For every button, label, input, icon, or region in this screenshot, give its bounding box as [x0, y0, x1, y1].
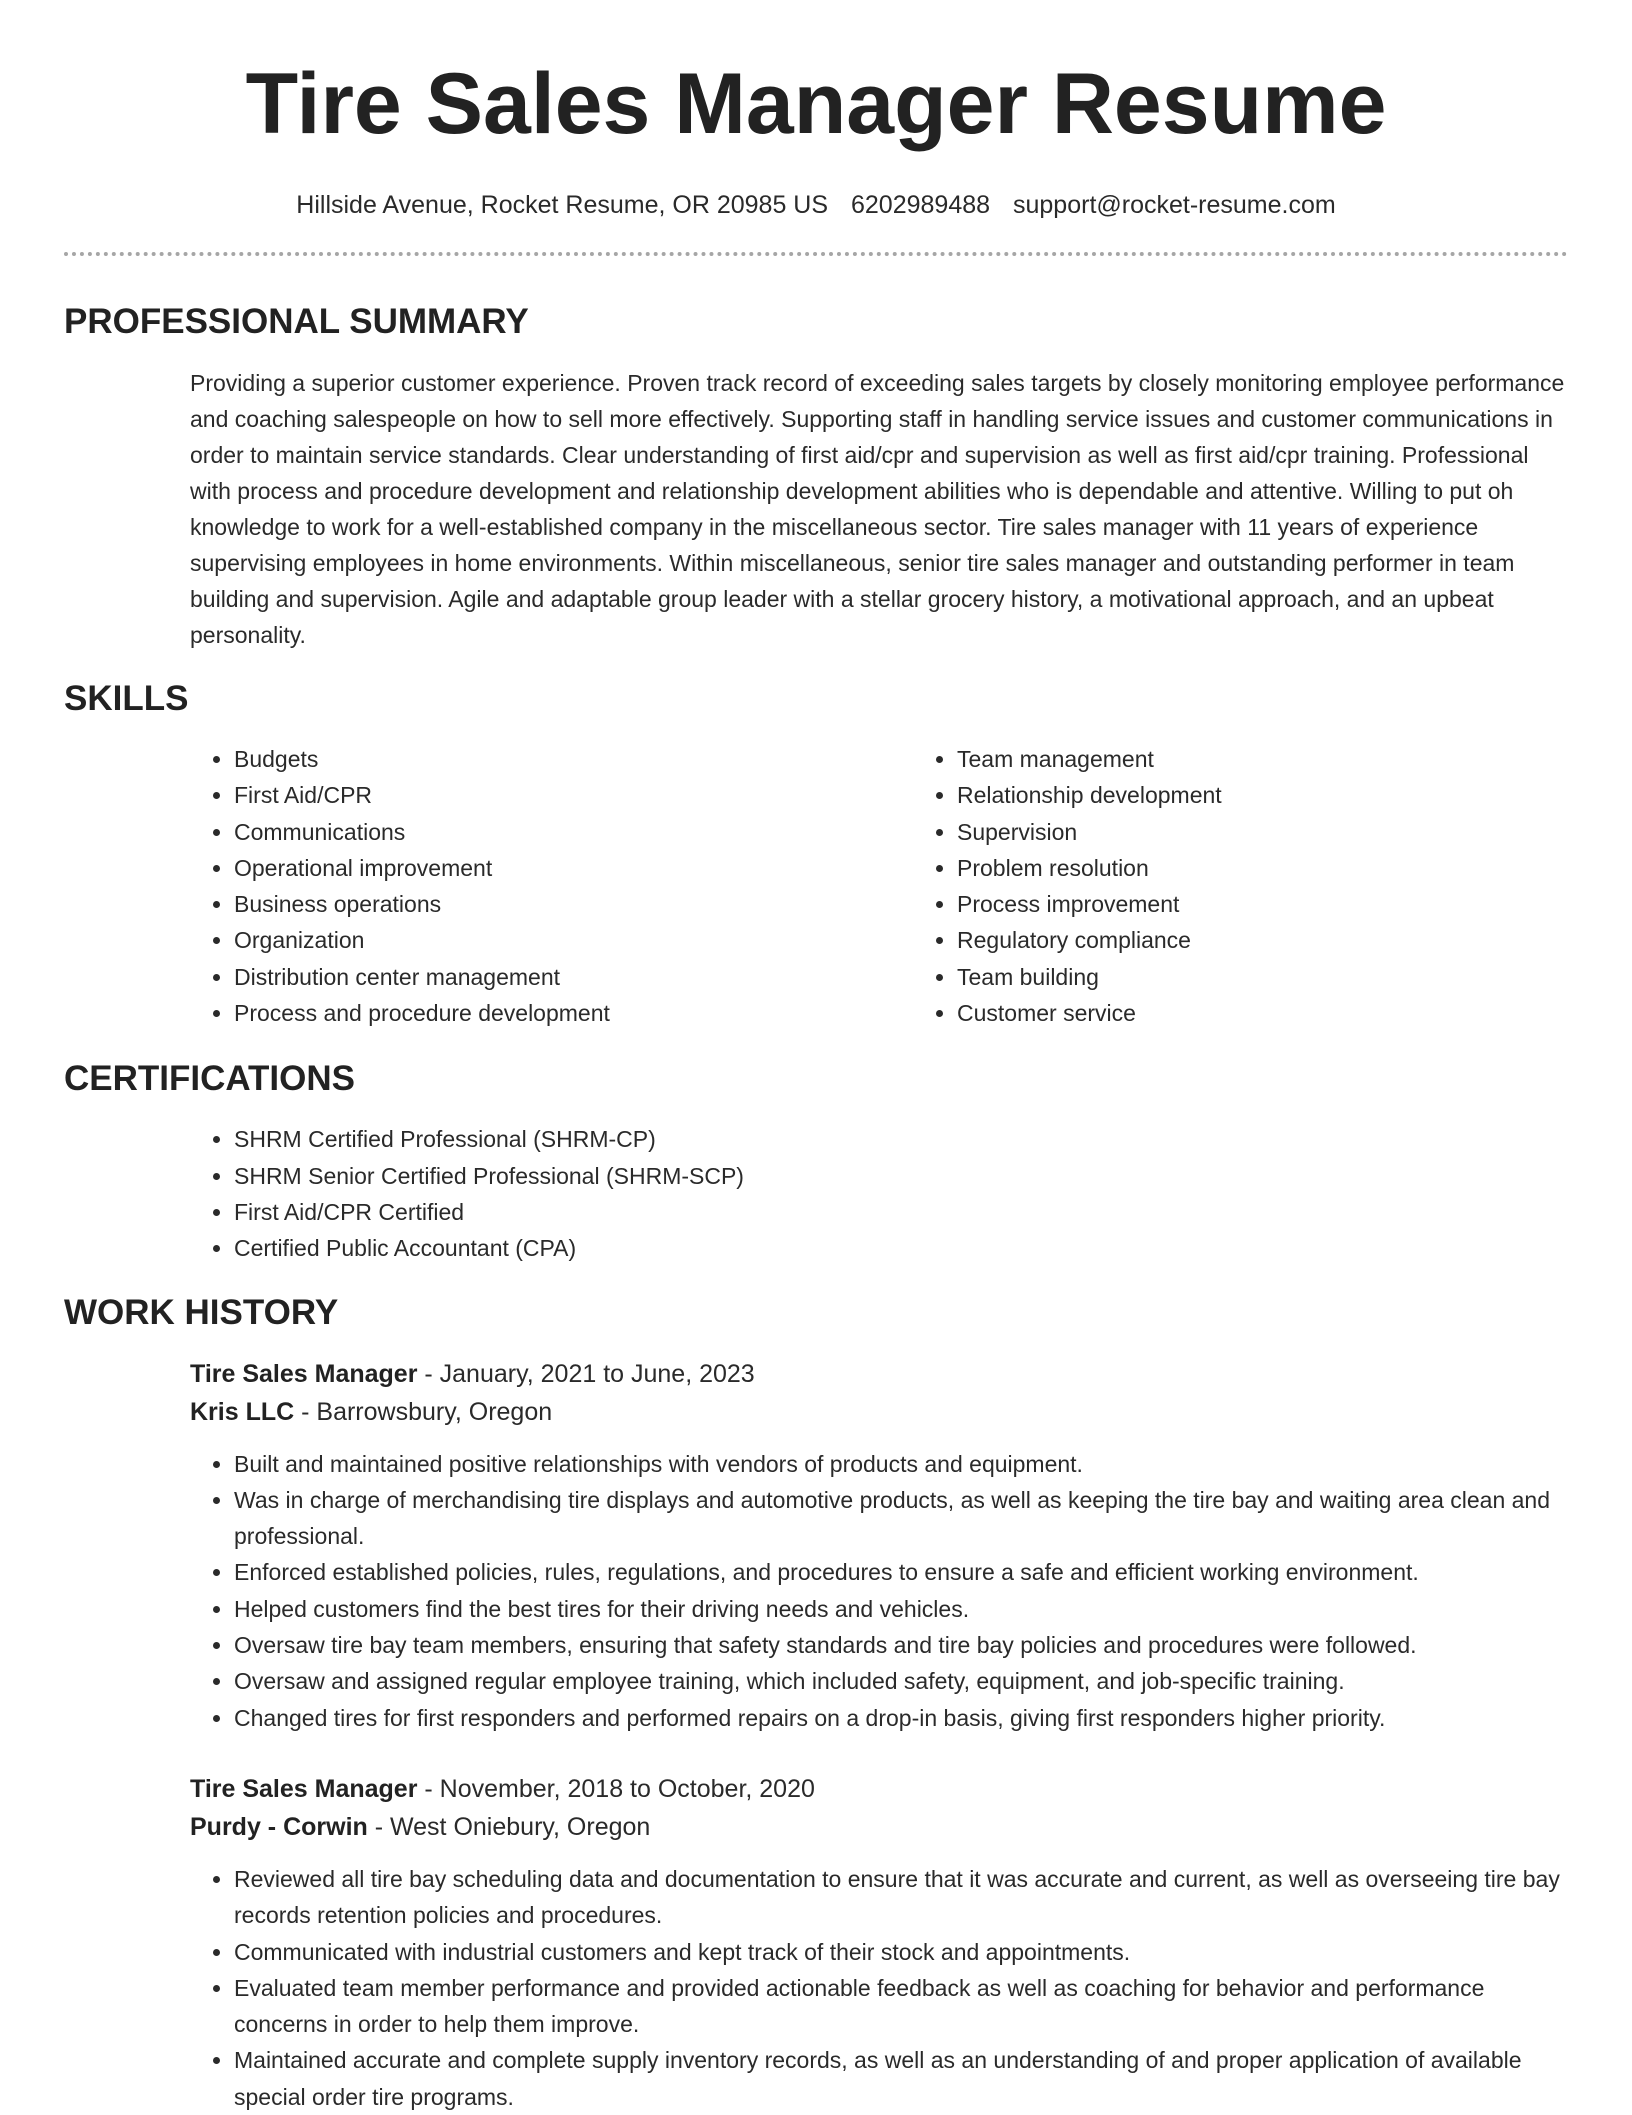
contact-email: support@rocket-resume.com — [1013, 191, 1336, 219]
job-duty: • Oversaw tire bay team members, ensuring that safety standards and tire bay policies and procedures were followed. — [234, 1627, 1568, 1663]
contact-address: Hillside Avenue, Rocket Resume, OR 20985 US — [296, 191, 829, 219]
job-duty: • Maintained accurate and complete supply inventory records, as well as an understanding of and proper application of available special order tire programs. — [234, 2042, 1568, 2115]
skill-item: • Distribution center management — [234, 959, 913, 995]
job-duty: • Reviewed all tire bay scheduling data and documentation to ensure that it was accurate and current, as well as overseeing tire bay records retention policies and procedures. — [234, 1861, 1568, 1934]
skills-heading: SKILLS — [64, 679, 189, 718]
header-divider — [64, 252, 1568, 256]
skill-item: • Relationship development — [957, 777, 1222, 813]
skills-list-right — [913, 741, 1222, 1031]
contact-phone: 6202989488 — [851, 191, 991, 219]
skill-item: • Supervision — [957, 814, 1222, 850]
job-company-line — [190, 1808, 1568, 1846]
skill-item: • Process improvement — [957, 886, 1222, 922]
resume-title: Tire Sales Manager Resume — [245, 56, 1387, 152]
skills-grid — [190, 741, 1568, 1031]
job-location: - Barrowsbury, Oregon — [294, 1397, 553, 1426]
work-history-section — [64, 1291, 1568, 2115]
skill-item: • Business operations — [234, 886, 913, 922]
job-duty: • Evaluated team member performance and provided actionable feedback as well as coaching for behavior and performance concerns in order to help them improve. — [234, 1970, 1568, 2043]
job-company-line — [190, 1393, 1568, 1431]
job-company: Purdy - Corwin — [190, 1812, 368, 1841]
skill-item: • First Aid/CPR — [234, 777, 913, 813]
certification-item: • SHRM Certified Professional (SHRM-CP) — [234, 1121, 1568, 1157]
skills-list-left — [190, 741, 913, 1031]
job-duty: • Communicated with industrial customers and kept track of their stock and appointments. — [234, 1934, 1568, 1970]
job-dates: - November, 2018 to October, 2020 — [417, 1774, 815, 1803]
skill-item: • Process and procedure development — [234, 995, 913, 1031]
job-title: Tire Sales Manager — [190, 1359, 418, 1388]
skill-item: • Organization — [234, 922, 913, 958]
skills-section — [64, 677, 1568, 1031]
skill-item: • Problem resolution — [957, 850, 1222, 886]
skill-item: • Regulatory compliance — [957, 922, 1222, 958]
skill-item: • Budgets — [234, 741, 913, 777]
skill-item: • Communications — [234, 814, 913, 850]
skill-item: • Team management — [957, 741, 1222, 777]
certification-item: • SHRM Senior Certified Professional (SHRM-SCP) — [234, 1158, 1568, 1194]
job-duty: • Changed tires for first responders and performed repairs on a drop-in basis, giving first responders higher priority. — [234, 1700, 1568, 1736]
job-duty: • Helped customers find the best tires for their driving needs and vehicles. — [234, 1591, 1568, 1627]
job-duty: • Built and maintained positive relationships with vendors of products and equipment. — [234, 1446, 1568, 1482]
job-entry — [190, 1770, 1568, 2115]
summary-text: Providing a superior customer experience. Proven track record of exceeding sales targets by closely monitoring employee performance and coaching salespeople on how to sell more effectively. Supporting staff in handling service issues and customer communications in order to maintain service standards. Clear understanding of first aid/cpr and supervision as well as first aid/cpr training. Professional with process and procedure development and relationship development abilities who is dependable and attentive. Willing to put oh knowledge to work for a well-established company in the miscellaneous sector. Tire sales manager with 11 years of experience supervising employees in home environments. Within miscellaneous, senior tire sales manager and outstanding performer in team building and supervision. Agile and adaptable group leader with a stellar grocery history, a motivational approach, and an upbeat personality. — [190, 370, 1565, 648]
job-entry — [190, 1355, 1568, 1736]
summary-section — [64, 300, 1568, 653]
job-duty: • Oversaw and assigned regular employee training, which included safety, equipment, and job-specific training. — [234, 1663, 1568, 1699]
skill-item: • Operational improvement — [234, 850, 913, 886]
job-duties-list — [190, 1861, 1568, 2115]
job-title-line — [190, 1355, 1568, 1393]
skill-item: • Team building — [957, 959, 1222, 995]
certifications-section — [64, 1057, 1568, 1266]
summary-heading: PROFESSIONAL SUMMARY — [64, 302, 529, 341]
certifications-list — [190, 1121, 1568, 1266]
job-location: - West Oniebury, Oregon — [367, 1812, 651, 1841]
job-company: Kris LLC — [190, 1397, 295, 1426]
job-duty: • Was in charge of merchandising tire displays and automotive products, as well as keeping the tire bay and waiting area clean and professional. — [234, 1482, 1568, 1555]
job-title: Tire Sales Manager — [190, 1774, 418, 1803]
skill-item: • Customer service — [957, 995, 1222, 1031]
certifications-heading: CERTIFICATIONS — [64, 1059, 356, 1099]
contact-info — [64, 190, 1568, 220]
job-title-line — [190, 1770, 1568, 1808]
job-dates: - January, 2021 to June, 2023 — [417, 1359, 755, 1388]
job-duties-list — [190, 1446, 1568, 1736]
certification-item: • Certified Public Accountant (CPA) — [234, 1230, 1568, 1266]
work-history-heading: WORK HISTORY — [64, 1292, 339, 1332]
certification-item: • First Aid/CPR Certified — [234, 1194, 1568, 1230]
job-duty: • Enforced established policies, rules, regulations, and procedures to ensure a safe and efficient working environment. — [234, 1554, 1568, 1590]
